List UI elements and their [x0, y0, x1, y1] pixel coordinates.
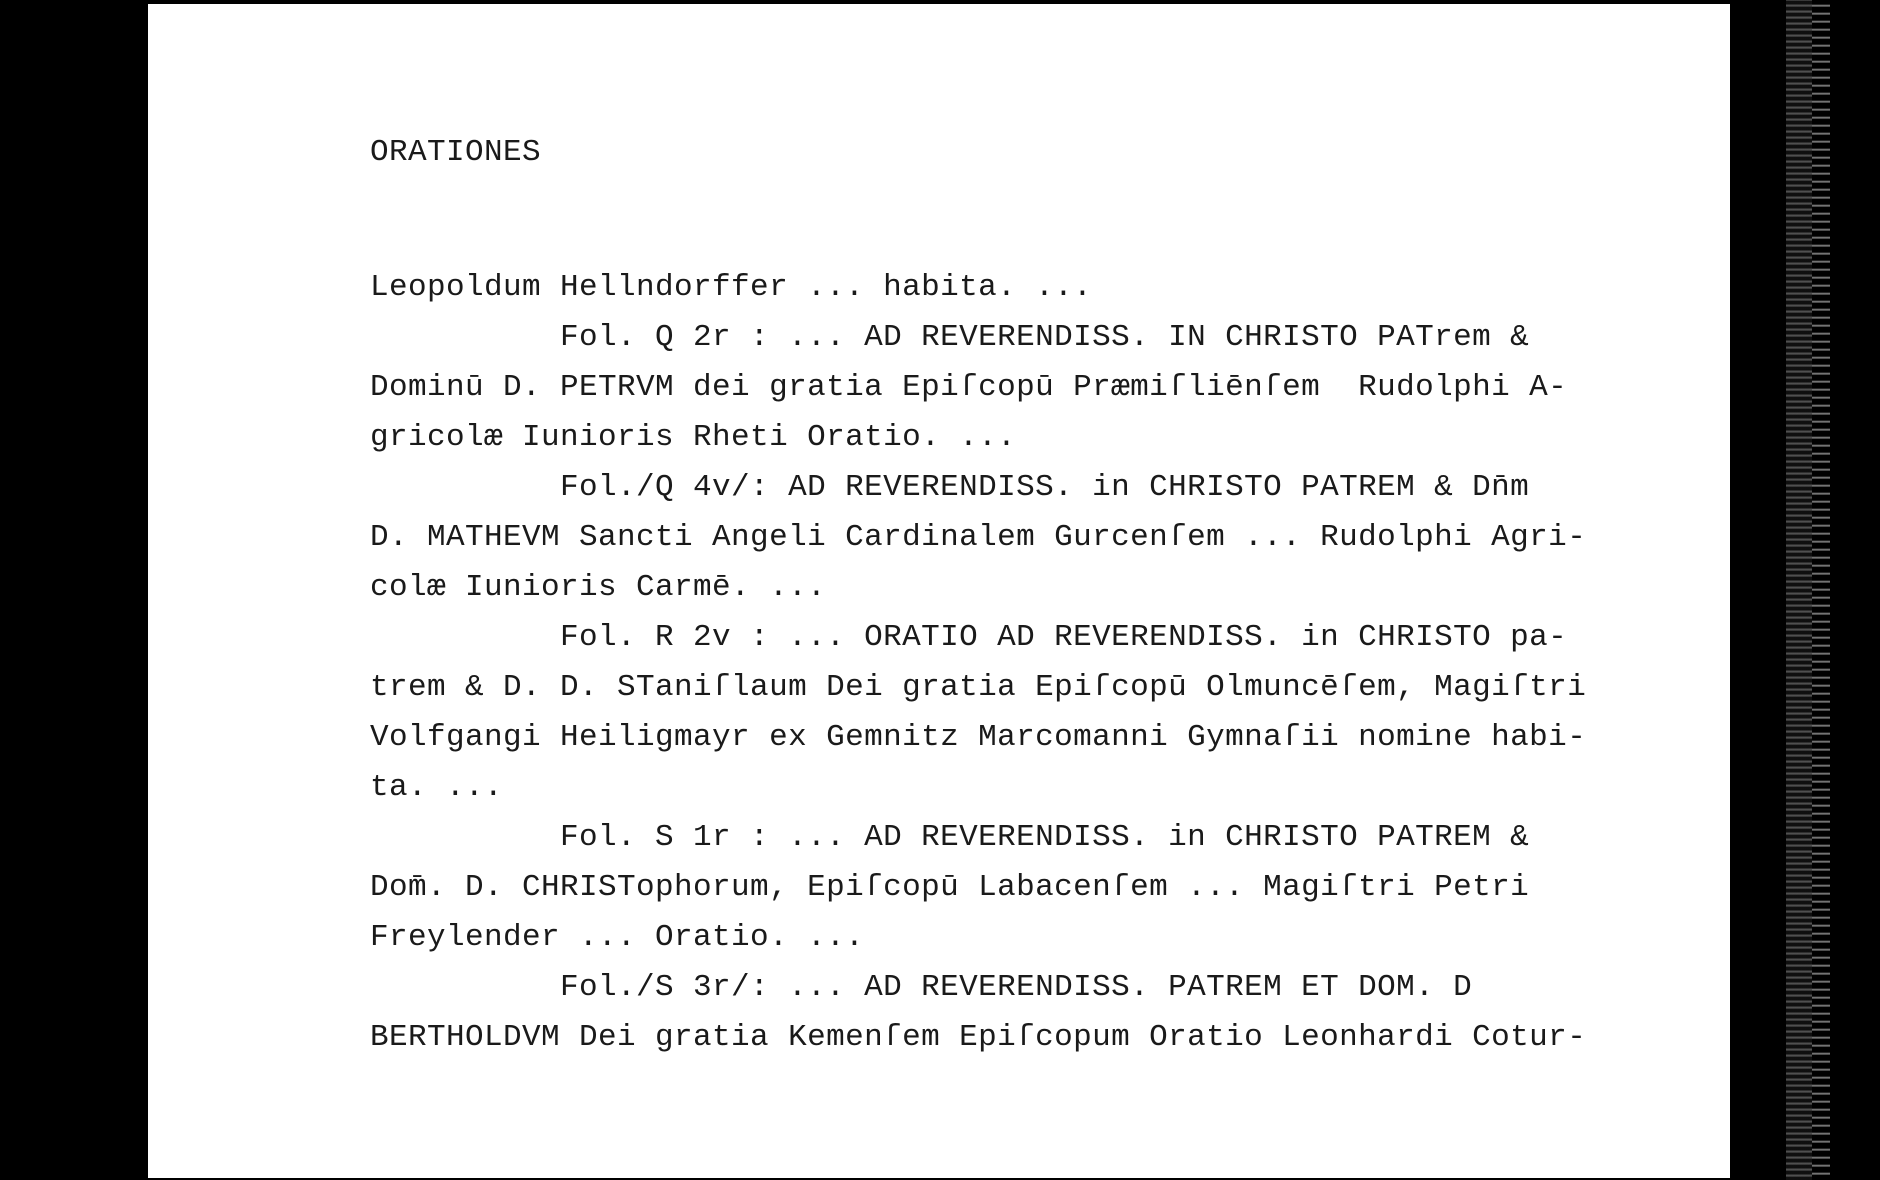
text-line-13: Dom̄. D. CHRISTophorum, Epiſcopū Labacenſem ... Magiſtri Petri — [370, 870, 1530, 905]
text-line-4: gricolæ Iunioris Rheti Oratio. ... — [370, 420, 1017, 455]
text-line-7: colæ Iunioris Carmē. ... — [370, 570, 827, 605]
text-line-8: Fol. R 2v : ... ORATIO AD REVERENDISS. in CHRISTO pa- — [370, 620, 1568, 655]
text-line-2: Fol. Q 2r : ... AD REVERENDISS. IN CHRISTO PATrem & — [370, 320, 1530, 355]
scanner-edge-strip-inner — [1812, 0, 1830, 1180]
text-line-5: Fol./Q 4v/: AD REVERENDISS. in CHRISTO PATREM & Dn̄m — [370, 470, 1530, 505]
text-line-15: Fol./S 3r/: ... AD REVERENDISS. PATREM ET DOM. D — [370, 970, 1473, 1005]
text-line-3: Dominū D. PETRVM dei gratia Epiſcopū Præmiſliēnſem Rudolphi A- — [370, 370, 1568, 405]
text-line-11: ta. ... — [370, 770, 504, 805]
text-line-14: Freylender ... Oratio. ... — [370, 920, 865, 955]
text-line-10: Volfgangi Heiligmayr ex Gemnitz Marcomanni Gymnaſii nomine habi- — [370, 720, 1587, 755]
text-line-12: Fol. S 1r : ... AD REVERENDISS. in CHRISTO PATREM & — [370, 820, 1530, 855]
text-line-6: D. MATHEVM Sancti Angeli Cardinalem Gurcenſem ... Rudolphi Agri- — [370, 520, 1587, 555]
page-heading: ORATIONES — [370, 135, 542, 170]
text-line-9: trem & D. D. STaniſlaum Dei gratia Epiſcopū Olmuncēſem, Magiſtri — [370, 670, 1587, 705]
text-line-16: BERTHOLDVM Dei gratia Kemenſem Epiſcopum Oratio Leonhardi Cotur- — [370, 1020, 1587, 1055]
text-line-1: Leopoldum Hellndorffer ... habita. ... — [370, 270, 1093, 305]
